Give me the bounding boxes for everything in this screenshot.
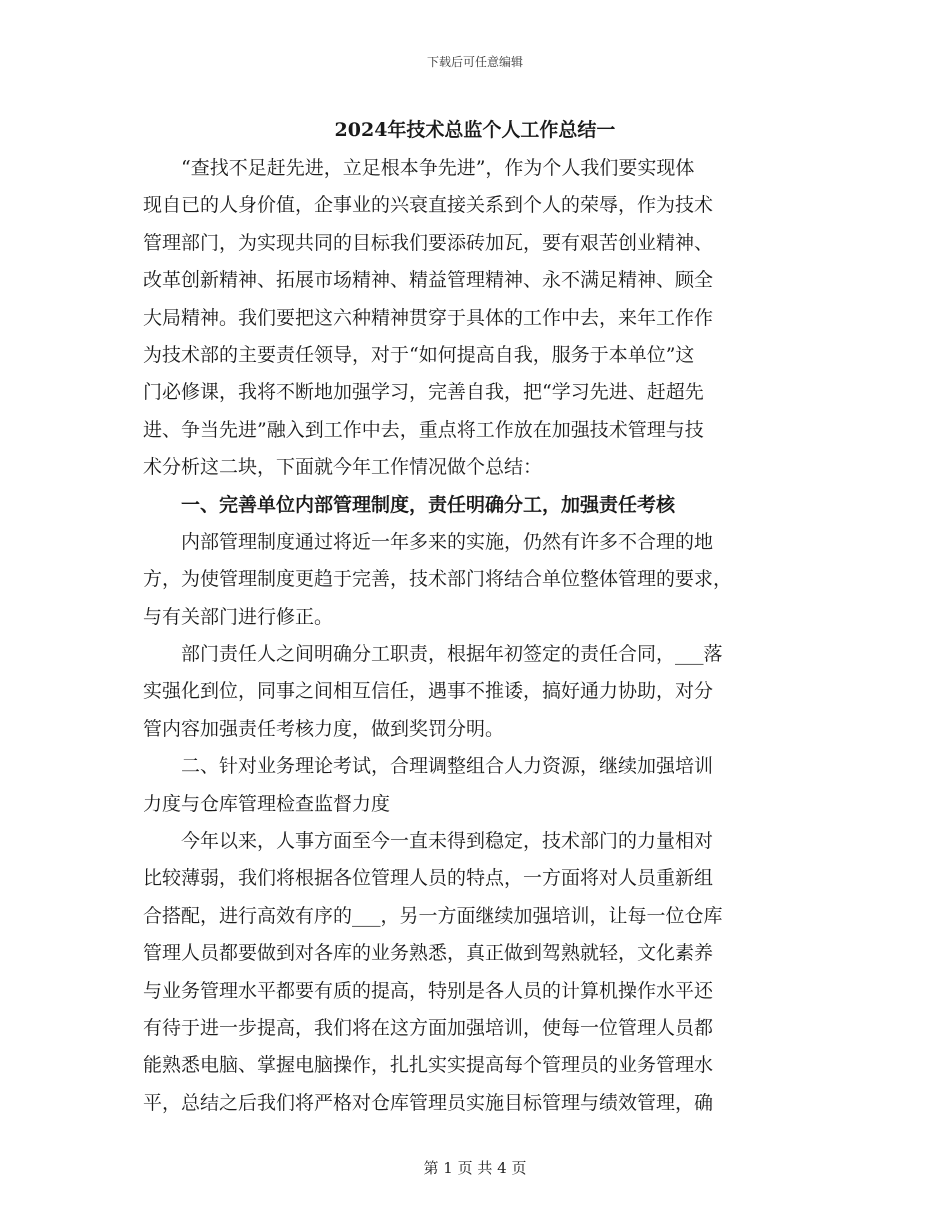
body-text-line: 合搭配，进行高效有序的___，另一方面继续加强培训，让每一位仓库 <box>143 904 723 927</box>
document-body <box>143 150 803 1122</box>
page-number-footer: 第 1 页 共 4 页 <box>423 1159 527 1177</box>
body-text-line: 部门责任人之间明确分工职责，根据年初签定的责任合同，___落 <box>143 643 723 666</box>
body-text-line: 管理部门，为实现共同的目标我们要添砖加瓦，要有艰苦创业精神、 <box>143 231 714 254</box>
body-text-line: 方，为使管理制度更趋于完善，技术部门将结合单位整体管理的要求， <box>143 568 733 591</box>
body-text-line: 现自已的人身价值，企事业的兴衰直接关系到个人的荣辱，作为技术 <box>143 194 714 217</box>
body-text-line: 管理人员都要做到对各库的业务熟悉，真正做到驾熟就轻，文化素养 <box>143 942 714 965</box>
body-text-line: 今年以来，人事方面至今一直未得到稳定，技术部门的力量相对 <box>143 830 714 853</box>
body-text-line: 与业务管理水平都要有质的提高，特别是各人员的计算机操作水平还 <box>143 979 714 1002</box>
body-text-line: 内部管理制度通过将近一年多来的实施，仍然有许多不合理的地 <box>143 530 714 553</box>
header-note: 下载后可任意编辑 <box>426 55 523 69</box>
body-text-line: 能熟悉电脑、掌握电脑操作，扎扎实实提高每个管理员的业务管理水 <box>143 1054 714 1077</box>
body-text-line: 力度与仓库管理检查监督力度 <box>143 792 391 815</box>
body-text-line: 平，总结之后我们将严格对仓库管理员实施目标管理与绩效管理，确 <box>143 1091 714 1114</box>
body-text-line: 为技术部的主要责任领导，对于“如何提高自我，服务于本单位”这 <box>143 343 695 366</box>
body-text-line: 门必修课，我将不断地加强学习，完善自我，把“学习先进、赶超先 <box>143 381 704 404</box>
body-text-line: 有待于进一步提高，我们将在这方面加强培训，使每一位管理人员都 <box>143 1016 714 1039</box>
body-text-line: 大局精神。我们要把这六种精神贯穿于具体的工作中去，来年工作作 <box>143 306 714 329</box>
document-title: 2024年技术总监个人工作总结一 <box>334 119 616 141</box>
body-text-line: 比较薄弱，我们将根据各位管理人员的特点，一方面将对人员重新组 <box>143 867 714 890</box>
section-heading-line: 一、完善单位内部管理制度，责任明确分工，加强责任考核 <box>143 493 676 516</box>
body-text-line: 进、争当先进”融入到工作中去，重点将工作放在加强技术管理与技 <box>143 418 704 441</box>
body-text-line: 改革创新精神、拓展市场精神、精益管理精神、永不满足精神、顾全 <box>143 269 714 292</box>
body-text-line: 管内容加强责任考核力度，做到奖罚分明。 <box>143 717 505 740</box>
body-text-line: 二、针对业务理论考试，合理调整组合人力资源，继续加强培训 <box>143 755 714 778</box>
body-text-line: 与有关部门进行修正。 <box>143 605 334 628</box>
body-text-line: “查找不足赶先进，立足根本争先进”，作为个人我们要实现体 <box>143 157 695 179</box>
body-text-line: 术分析这二块，下面就今年工作情况做个总结： <box>143 456 543 479</box>
body-text-line: 实强化到位，同事之间相互信任，遇事不推诿，搞好通力协助，对分 <box>143 680 714 703</box>
